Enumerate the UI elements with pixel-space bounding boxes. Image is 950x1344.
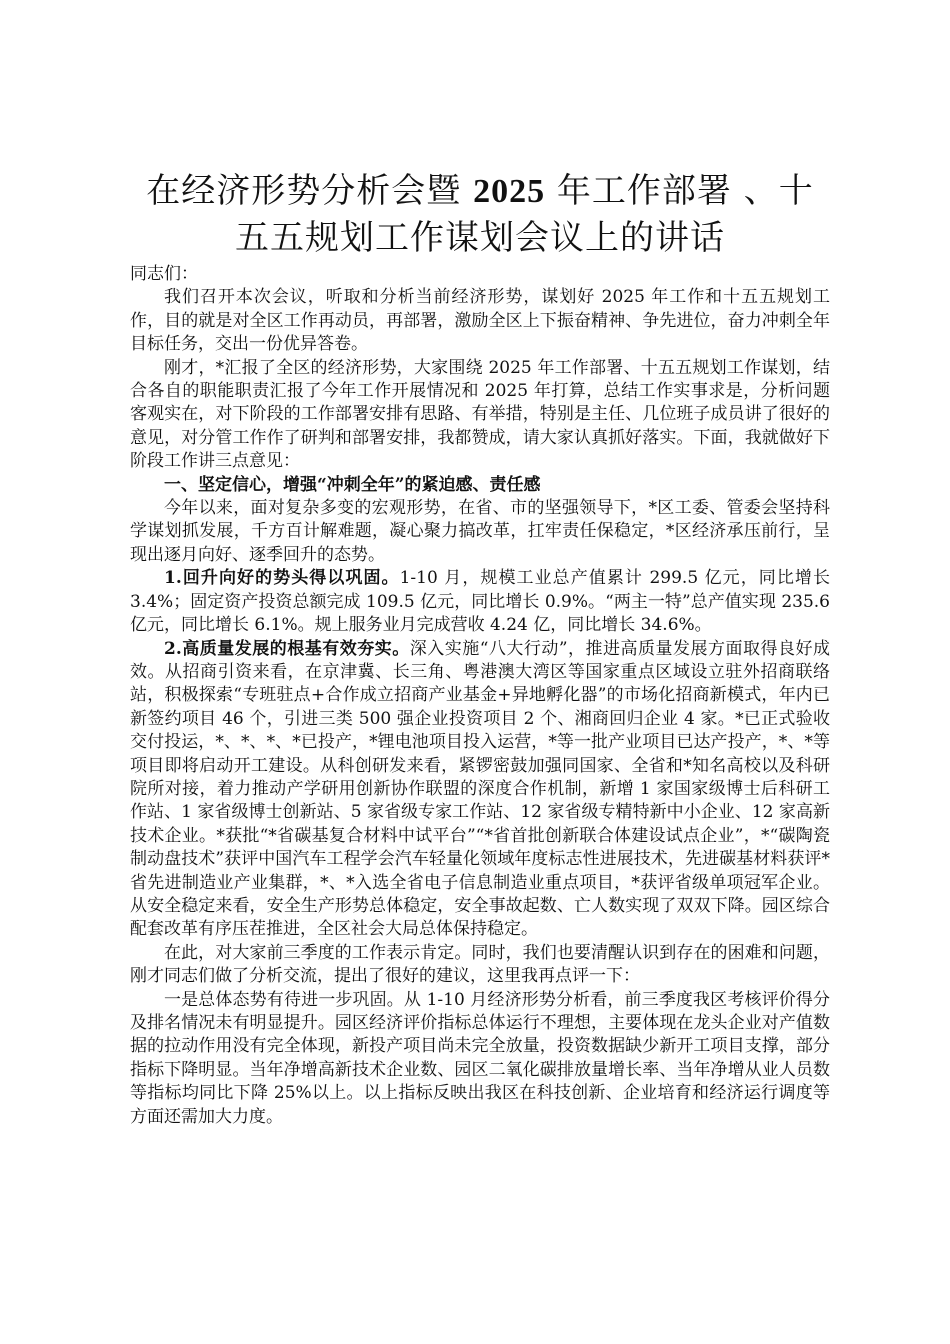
item2-lead: 2.高质量发展的根基有效夯实。 — [164, 638, 410, 659]
title-line1-pre: 在经济形势分析会暨 — [146, 171, 474, 211]
title-line1-post: 年工作部署 、十 — [545, 171, 814, 211]
title-year: 2025 — [473, 173, 546, 210]
item1-body: 1-10 月，规模工业总产值累计 299.5 亿元，同比增长 3.4%；固定资产投资总额完成 109.5 亿元，同比增长 0.9%。“两主一特”总产值实现 235.6 亿元，同比增长 6.1%。规上服务业月完成营收 4.24 亿，同比增长 34.6%。 — [130, 568, 830, 636]
paragraph-opening: 我们召开本次会议，听取和分析当前经济形势，谋划好 2025 年工作和十五五规划工作，目的就是对全区工作再动员，再部署，激励全区上下振奋精神、争先进位，奋力冲刺全年目标任务，交出一份优异答卷。 — [130, 287, 830, 355]
item1-lead: 1.回升向好的势头得以巩固。 — [164, 568, 400, 589]
section1-intro: 今年以来，面对复杂多变的宏观形势，在省、市的坚强领导下，*区工委、管委会坚持科学谋划抓发展，千方百计解难题，凝心聚力搞改革，扛牢责任保稳定，*区经济承压前行，呈现出逐月向好、逐季回升的态势。 — [130, 498, 830, 565]
section1-closing2: 一是总体态势有待进一步巩固。从 1-10 月经济形势分析看，前三季度我区考核评价得分及排名情况未有明显提升。园区经济评价指标总体运行不理想，主要体现在龙头企业对产值数据的拉动作用没有完全体现，新投产项目尚未完全放量，投资数据缺少新开工项目支撑，部分指标下降明显。当年净增高新技术企业数、园区二氧化碳排放量增长率、当年净增从业人员数等指标均同比下降 25%以上。以上指标反映出我区在科技创新、企业培育和经济运行调度等方面还需加大力度。 — [130, 989, 830, 1127]
document-title — [110, 168, 850, 261]
title-line2: 五五规划工作谋划会议上的讲话 — [235, 218, 725, 258]
section-heading-1: 一、坚定信心，增强“冲刺全年”的紧迫感、责任感 — [164, 474, 541, 495]
section1-closing1: 在此，对大家前三季度的工作表示肯定。同时，我们也要清醒认识到存在的困难和问题，刚才同志们做了分析交流，提出了很好的建议，这里我再点评一下： — [130, 942, 830, 987]
paragraph-summary: 刚才，*汇报了全区的经济形势，大家围绕 2025 年工作部署、十五五规划工作谋划，结合各自的职能职责汇报了今年工作开展情况和 2025 年打算，总结工作实事求是，分析问题客观实在，对下阶段的工作部署安排有思路、有举措，特别是主任、几位班子成员讲了很好的意见，对分管工作作了研判和部署安排，我都赞成，请大家认真抓好落实。下面，我就做好下阶段工作讲三点意见： — [130, 357, 830, 472]
document-body — [130, 263, 830, 1129]
section1-item1 — [130, 567, 830, 637]
salutation: 同志们： — [130, 264, 198, 284]
document-page — [130, 168, 830, 1129]
item2-body: 深入实施“八大行动”，推进高质量发展方面取得良好成效。从招商引资来看，在京津冀、长三角、粤港澳大湾区等国家重点区域设立驻外招商联络站，积极探索“专班驻点+合作成立招商产业基金+异地孵化器”的市场化招商新模式，年内已新签约项目 46 个，引进三类 500 强企业投资项目 2 个、湘商回归企业 4 家。*已正式验收交付投运，*、*、*、*已投产，*锂电池项目投入运营，*等一批产业项目已达产投产，*、*等项目即将启动开工建设。从科创研发来看，紧锣密鼓加强同国家、全省和*知名高校以及科研院所对接，着力推动产学研用创新协作联盟的深度合作机制，新增 1 家国家级博士后科研工作站、1 家省级博士创新站、5 家省级专家工作站、12 家省级专精特新中小企业、12 家高新技术企业。*获批“*省碳基复合材料中试平台”“*省首批创新联合体建设试点企业”，*“碳陶瓷制动盘技术”获评中国汽车工程学会汽车轻量化领域年度标志性进展技术，先进碳基材料获评*省先进制造业产业集群，*、*入选全省电子信息制造业重点项目，*获评省级单项冠军企业。从安全稳定来看，安全生产形势总体稳定，安全事故起数、亡人数实现了双双下降。园区综合配套改革有序压茬推进，全区社会大局总体保持稳定。 — [130, 638, 830, 940]
section1-item2 — [130, 638, 830, 942]
